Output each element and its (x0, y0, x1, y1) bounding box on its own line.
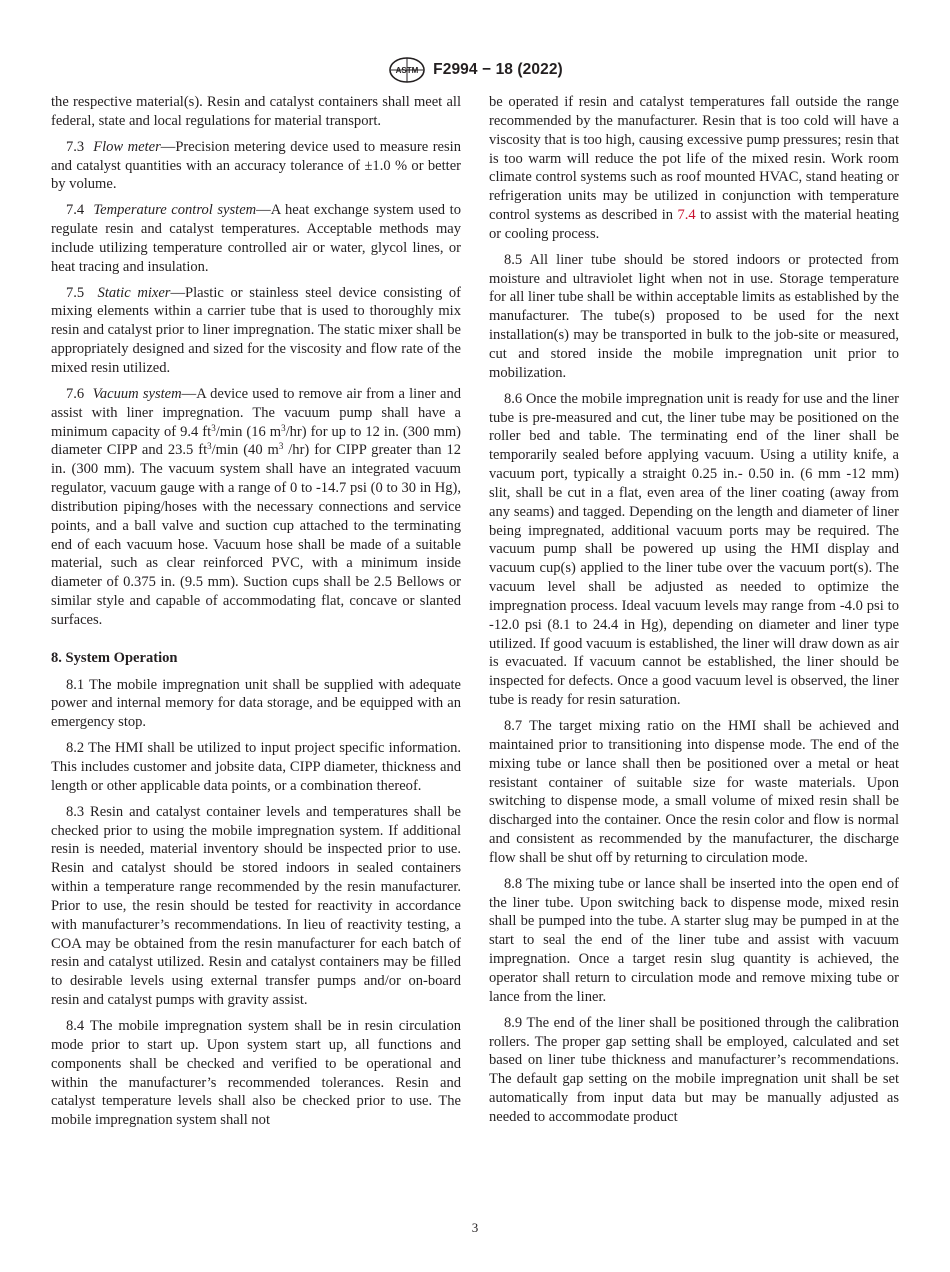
paragraph-8-5: 8.5 All liner tube should be stored indoors or protected from moisture and ultraviolet light when not in use. Storage temperature for all liner tube shall be within acceptable limits as established by the manufacturer. The tube(s) proposed to be used for the next installation(s) may be transported in bulk to the job-site or measured, cut and stored inside the mobile impregnation unit prior to mobilization. (489, 251, 899, 381)
astm-logo-icon (387, 56, 427, 84)
page-number: 3 (471, 1220, 479, 1235)
paragraph-8-1: 8.1 The mobile impregnation unit shall be supplied with adequate power and internal memory for data storage, and be equipped with an emergency stop. (51, 676, 461, 731)
paragraph-7-3: 7.3 Flow meter—Precision metering device used to measure resin and catalyst quantities with an accuracy tolerance of ±1.0 % or better by volume. (51, 138, 461, 193)
paragraph-8-6: 8.6 Once the mobile impregnation unit is ready for use and the liner tube is pre-measured and cut, the liner tube may be positioned on the roller bed and table. The terminating end of the liner shall be temporarily sealed before applying vacuum. Using a utility knife, a vacuum port, typically a straight 0.25 in.- 0.50 in. (6 mm -12 mm) slit, shall be cut in a flat, even area of the liner coating (away from any seams) and tagged. Depending on the length and diameter of liner being impregnated, additional vacuum ports may be required. The vacuum pump shall be powered up using the HMI display and vacuum cup(s) applied to the liner tube over the vacuum port(s). The vacuum level shall be adjusted as needed to optimize the impregnation process. Ideal vacuum levels may range from -4.0 psi to -12.0 psi (8.1 to 24.4 in Hg), depending on diameter and liner type utilized. If good vacuum is established, the liner will draw down as air is evacuated. If vacuum cannot be established, the liner should be inspected for defects. Once a good vacuum level is observed, the liner tube is ready for resin saturation. (489, 390, 899, 709)
section-reference-link[interactable]: 7.4 (677, 207, 696, 224)
paragraph-8-3: 8.3 Resin and catalyst container levels and temperatures shall be checked prior to using the mobile impregnation system. If additional resin is needed, material inventory should be inspected prior to use. Resin and catalyst should be stored indoors in sealed containers within a temperature range recommended by the resin manufacturer. Prior to use, the resin should be tested for reactivity in accordance with manufacturer’s recommendations. In lieu of reactivity testing, a COA may be obtained from the resin manufacturer for each batch of resin and catalyst utilized. Resin and catalyst containers may be filled to desirable levels using external transfer pumps and/or on-board resin and catalyst pumps with gravity assist. (51, 803, 461, 1009)
paragraph-8-4: 8.4 The mobile impregnation system shall be in resin circulation mode prior to start up. Upon system start up, all functions and components shall be checked and verified to be operational and within the manufacturer’s recommended tolerances. Resin and catalyst temperature levels shall also be checked prior to use. The mobile impregnation system shall not (51, 1017, 461, 1129)
paragraph-7-4: 7.4 Temperature control system—A heat exchange system used to regulate resin and catalyst temperatures. Acceptable methods may include utilizing temperature controlled air or water, glycol lines, or heat tracing and insulation. (51, 202, 461, 275)
svg-text:ASTM: ASTM (395, 66, 419, 75)
paragraph-8-8: 8.8 The mixing tube or lance shall be inserted into the open end of the liner tube. Upon switching back to dispense mode, mixed resin shall be pumped into the tube. A starter slug may be pumped in at the start to seal the end of the liner tube and assist with vacuum impregnation. Once a target resin slug quantity is achieved, the operator shall return to circulation mode and remove mixing tube or lance from the liner. (489, 875, 899, 1005)
paragraph-7-2-continued: the respective material(s). Resin and catalyst containers shall meet all federal, state and local regulations for material transport. (51, 94, 461, 129)
paragraph-8-4-continued: be operated if resin and catalyst temperatures fall outside the range recommended by the manufacturer. Resin that is too cold will have a viscosity that is too high, causing excessive pump pressures; resin that is too warm will reduce the pot life of the mixed resin. Work room climate control systems such as roof mounted HVAC, stand heating or refrigeration units may be utilized in conjunction with temperature control systems as described in 7.4 to assist with the material heating or cooling process. (489, 94, 899, 242)
section-heading: 8. System Operation (51, 649, 178, 666)
paragraph-8-7: 8.7 The target mixing ratio on the HMI shall be achieved and maintained prior to transitioning into dispense mode. The end of the mixing tube or lance shall then be positioned over a metal or heat resistant container of suitable size for waste materials. Upon switching to dispense mode, a small volume of mixed resin shall be discharged into the container. Once the resin color and flow is normal and consistent as recommended by the manufacturer, the discharge flow shall be shut off by returning to circulation mode. (489, 718, 899, 866)
left-column (51, 93, 461, 1130)
paragraph-8-9: 8.9 The end of the liner shall be positioned through the calibration rollers. The proper gap setting shall be employed, calculated and set based on liner tube thickness and manufacturer’s recommendations. The default gap setting on the mobile impregnation unit shall be set automatically from input data but may be manually adjusted as needed to accommodate product (489, 1014, 899, 1125)
right-column (489, 93, 899, 1127)
standard-designation: F2994 − 18 (2022) (433, 61, 563, 78)
page-header (0, 56, 950, 84)
paragraph-7-5: 7.5 Static mixer—Plastic or stainless steel device consisting of mixing elements within a carrier tube that is used to thoroughly mix resin and catalyst prior to liner impregnation. The static mixer shall be appropriately designed and sized for the viscosity and flow rate of the mixed resin utilized. (51, 284, 462, 376)
paragraph-8-2: 8.2 The HMI shall be utilized to input project specific information. This includes customer and jobsite data, CIPP diameter, thickness and length or other applicable data points, or a combination thereof. (51, 740, 461, 794)
paragraph-7-6: 7.6 Vacuum system—A device used to remove air from a liner and assist with liner impregnation. The vacuum pump shall have a minimum capacity of 9.4 $ft^3/\min$ (16 $m^3/hr$) for up to 12 in. (300 mm) diameter CIPP and 23.5 $ft^3/\min$ (40 $m^3$ /hr) for CIPP greater than 12 in. (300 mm). The vacuum system shall have an integrated vacuum regulator, vacuum gauge with a range of 0 to -14.7 psi (0 to 30 in Hg), distribution piping/hoses with the necessary connections and service points, and a ball valve and suction cup attached to the terminating end of each vacuum hose. Vacuum hose shall be made of a suitable material, such as clear reinforced PVC, with a minimum inside diameter of 0.375 in. (9.5 mm). Suction cups shall be 2.5 Bellows or similar style and capable of accommodating flat, concave or slanted surfaces. (51, 385, 462, 628)
